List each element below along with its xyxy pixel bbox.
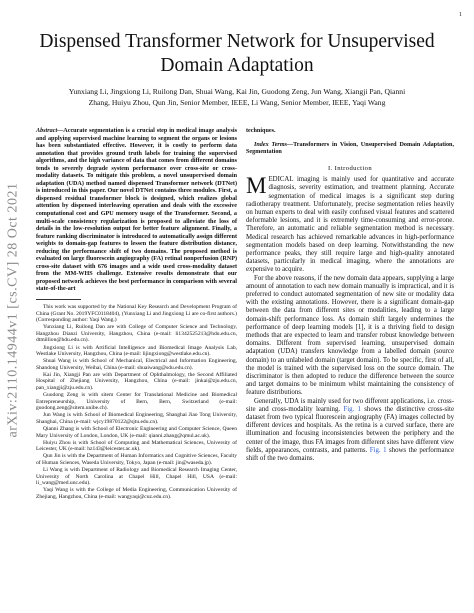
footnote-affiliation: Jingxiong Li is with Artificial Intelligence and Biomedical Image Analysis Lab, Westlake University, Hangzhou, China (e-mail: lijingxiong@westlake.edu.cn).: [36, 344, 237, 358]
intro-paragraph-1-text: EDICAL imaging is mainly used for quantitative and accurate diagnosis, severity estimation, and treatment planning. Accurate segmentation of medical images is a significant step during radiotherapy treatment. Unfortunately, precise segmentation relies heavily on human experts to deal with easily confused visual features and scattered deformable lesions, and it is extremely time-consuming and error-prone. Therefore, an automatic and reliable segmentation method is necessary. Medical research has achieved remarkable advances in high-performance segmentation models based on deep learning. Notwithstanding the new performance peaks, they still require large and high-quality annotated datasets, particularly in medical imaging, where the annotations are expensive to acquire.: [246, 176, 454, 274]
footnote-affiliation: Qun Jin is with the Department of Human Informatics and Cognitive Sciences, Faculty of Human Sciences, Waseda University, Tokyo, Japan (e-mail: jin@waseda.jp).: [36, 453, 237, 466]
section-heading-introduction: I. Introduction: [327, 164, 373, 172]
figure-1-link[interactable]: Fig. 1: [343, 405, 361, 413]
abstract: [36, 128, 237, 294]
footnote-affiliation: Jun Wang is with School of Biomedical Engineering, Shanghai Jiao Tong University, Shanghai, China (e-mail: wjcy19870122@sjtu.edu.cn).: [36, 412, 237, 425]
right-column: [246, 128, 454, 463]
paper-title: Dispensed Transformer Network for Unsupervised Domain Adaptation: [39, 31, 435, 76]
page-number: 1: [459, 12, 462, 18]
intro-paragraph-1: [246, 173, 454, 274]
abstract-text: —Accurate segmentation is a crucial step in medical image analysis and applying supervised machine learning to segment the organs or lesions has been substantiated effective. However, it is costly to perform data annotation that provides ground truth labels for training the supervised algorithms, and the high variance of data that comes from different domains tends to severely degrade system performance over cross-site or cross-modality datasets. To mitigate this problem, a novel unsupervised domain adaptation (UDA) method named dispensed Transformer network (DTNet) is introduced in this paper. Our novel DTNet contains three modules. First, a dispensed residual transformer block is designed, which realizes global attention by dispensed interleaving operation and deals with the excessive computational cost and GPU memory usage of the Transformer. Second, a multi-scale consistency regularization is proposed to alleviate the loss of details in the low-resolution output for better feature alignment. Finally, a feature ranking discriminator is introduced to automatically assign different weights to domain-gap features to lessen the feature distribution distance, reducing the performance shift of two domains. The proposed method is evaluated on large fluorescein angiography (FA) retinal nonperfusion (RNP) cross-site dataset with 676 images and a wide used cross-modality dataset from the MM-WHS challenge. Extensive results demonstrate that our proposed network achieves the best performance in comparison with several state-of-the-art: [36, 128, 237, 293]
intro-paragraph-3-text-b: shows the distinctive cross-site dataset from two typical fluorescein angiography (FA) images collected by different devices and hospitals. As the retina is a curved surface, there are illumination and focusing inconsistencies between the periphery and the center of the image, thus FA images from different sites have different view fields, appearances, contrasts, and patterns.: [246, 405, 454, 454]
intro-paragraph-3-text-c: shows the performance shift of the two domains.: [246, 446, 454, 463]
arxiv-id-text: arXiv:2110.14944v1 [cs.CV] 28 Oct 2021: [5, 182, 20, 438]
index-terms: [246, 142, 454, 157]
index-terms-text: —Transformers in Vision, Unsupervised Domain Adaptation, Segmentation: [246, 141, 454, 156]
footnote-funding: This work was supported by the National Key Research and Development Program of China (Grant No. 2019YFC0118404), (Yunxiang Li and Jingxiong Li are co-first authors.) (Corresponding author: Yaqi Wang.): [36, 304, 237, 324]
intro-paragraph-2: For the above reasons, if the new domain data appears, supplying a large amount of annotation to each new domain manually is impractical, and it is preferred to conduct automated segmentation of new site or modality data with the existing annotations. However, there is a significant domain-gap between the data from different sites or modalities, leading to a large domain-shift performance loss. As domain shift largely undermines the performance of deep learning models [1], it is a thriving field to design methods that are expected to learn and transfer robust knowledge between domains. Different from supervised learning, unsupervised domain adaptation (UDA) transfers knowledge from a labelled domain (source domain) to an unlabeled domain (target domain). To be specific, first of all, the model is trained with the supervised loss on the source domain. The discriminator is then adopted to reduce the difference between the source and target domains to be minimum whilst maintaining the consistency of feature distributions.: [246, 274, 454, 397]
index-terms-lead: Index Terms: [254, 141, 287, 148]
authors-line-1: Yunxiang Li, Jingxiong Li, Ruilong Dan, Shuai Wang, Kai Jin, Guodong Zeng, Jun Wang, Xiangji Pan, Qianni: [68, 87, 406, 96]
footnote-affiliation: Yaqi Wang is with the College of Media Engineering, Communication University of Zhejiang, Hangzhou, China (e-mail: wangyaqi@cuz.edu.cn).: [36, 487, 237, 500]
dropcap-letter: M: [246, 173, 267, 199]
figure-1-link[interactable]: Fig. 1: [369, 446, 387, 454]
abstract-lead: Abstract: [36, 128, 58, 134]
footnote-affiliation: Qianni Zhang is with School of Electronic Engineering and Computer Science, Queen Mary University of London, London, UK (e-mail: qianni.zhang@qmul.ac.uk).: [36, 426, 237, 439]
footnote-affiliation: Li Wang is with Department of Radiology and Biomedical Research Imaging Center, University of North Carolina at Chapel Hill, Chapel Hill, USA (e-mail: li_wang@med.unc.edu).: [36, 467, 237, 487]
authors-line-2: Zhang, Huiyu Zhou, Qun Jin, Senior Member, IEEE, Li Wang, Senior Member, IEEE, Yaqi Wang: [88, 98, 386, 107]
footnote-divider: [36, 299, 81, 300]
author-list: [36, 86, 438, 108]
footnotes: [36, 304, 237, 500]
abstract-continuation: techniques.: [246, 128, 276, 134]
footnote-affiliation: Shuai Wang is with School of Mechanical, Electrical and Information Engineering, Shandong University, Weihai, China (e-mail: shuaiwang@sdu.edu.cn).: [36, 358, 237, 371]
footnote-affiliation: Kai Jin, Xiangji Pan are with Department of Ophthalmology, the Second Affiliated Hospital of Zhejiang University, Hangzhou, China (e-mail: jinkai@zju.edu.cn, pan_xiangji@zju.edu.cn).: [36, 371, 237, 391]
footnote-affiliation: Guodong Zeng is with sitem Center for Translational Medicine and Biomedical Entrepreneurship, University of Bern, Bern, Switzerland (e-mail: guodong.zeng@sitem.unibe.ch).: [36, 392, 237, 412]
intro-paragraph-3: [246, 398, 454, 464]
arxiv-identifier-stamp: [2, 145, 24, 475]
footnote-affiliation: Yunxiang Li, Ruilong Dan are with College of Computer Science and Technology, Hangzhou Dianzi University, Hangzhou, China (e-mail: li1342525213@hdu.edu.cn, dtmillion@hdu.edu.cn).: [36, 324, 237, 344]
footnote-affiliation: Huiyu Zhou is with School of Computing and Mathematical Sciences, University of Leicester, UK (e-mail: hz143@leicester.ac.uk).: [36, 439, 237, 453]
intro-paragraph-3-text-a: Generally, UDA is mainly used for two different applications, i.e. cross-site and cross-modality learning.: [246, 397, 454, 413]
left-column: [36, 128, 237, 501]
